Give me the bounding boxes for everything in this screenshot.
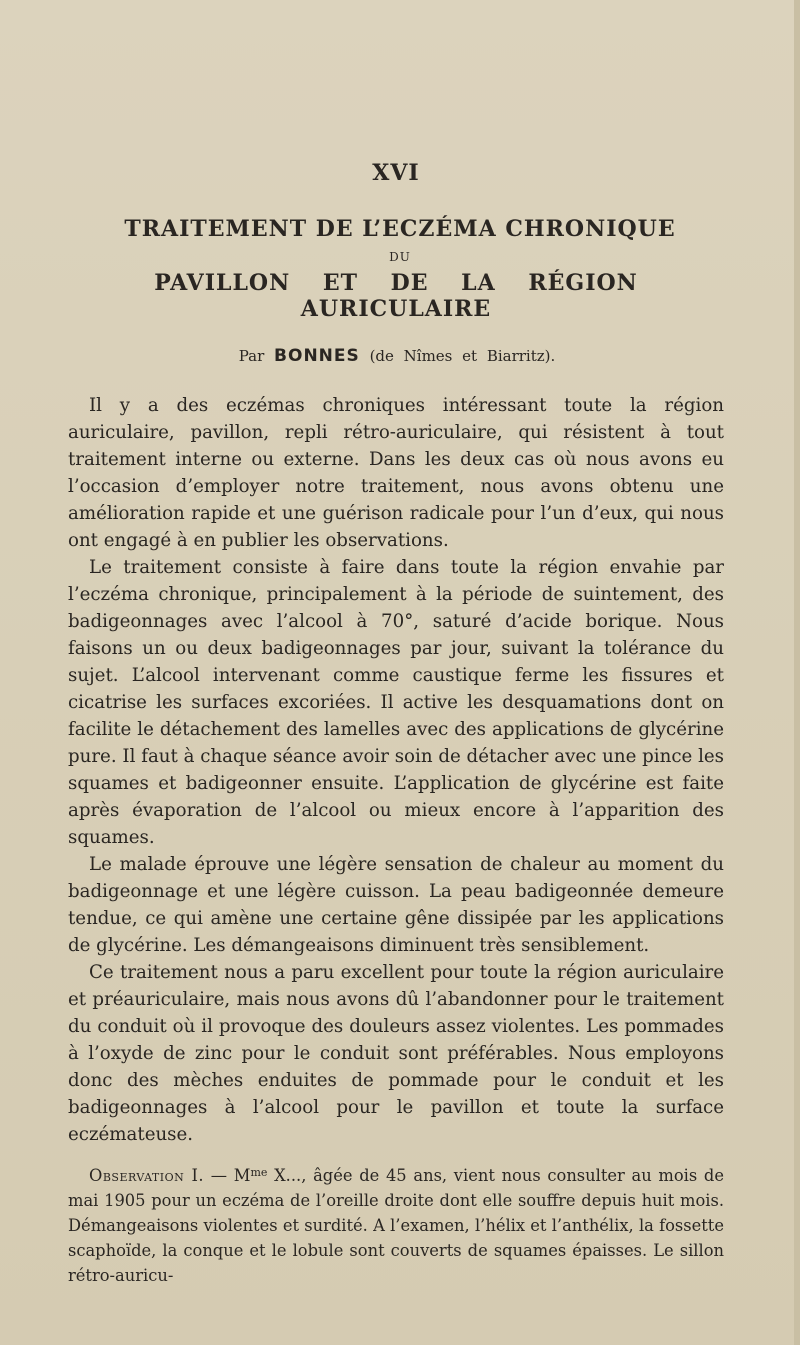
title-line-1: TRAITEMENT DE L’ECZÉMA CHRONIQUE — [124, 216, 676, 242]
paragraph-4: Ce traitement nous a paru excellent pour toute la région auriculaire et préauriculaire, mais nous avons dû l’abandonner pour le traitement du conduit où il provoque des douleurs assez violentes. Les pommades à l’oxyde de zinc pour le conduit sont préférables. Nous employons donc des mèches enduites de pommade pour le conduit et les badigeonnages à l’alcool pour le pavillon et toute la surface eczémateuse. — [68, 962, 724, 1145]
observation-dash: — — [204, 1166, 234, 1185]
title-connector: DU — [389, 250, 411, 264]
observation-title: M — [233, 1166, 251, 1185]
title-line-2: PAVILLON ET DE LA RÉGION AURICULAIRE — [154, 270, 638, 322]
paragraph-1: Il y a des eczémas chroniques intéressant toute la région auriculaire, pavillon, repli rétro-auriculaire, qui résistent à tout traitement interne ou externe. Dans les deux cas où nous avons eu l’occasion d’employer notre traitement, nous avons obtenu une amélioration rapide et une guérison radicale pour l’un d’eux, qui nous ont engagé à en publier les observations. — [68, 395, 724, 551]
observation-title-sup: me — [250, 1166, 268, 1179]
observation-label: Observation I. — [89, 1166, 205, 1185]
chapter-number: XVI — [372, 160, 420, 186]
byline — [68, 346, 724, 366]
author-name: BONNES — [274, 346, 360, 366]
paragraph-2: Le traitement consiste à faire dans toute la région envahie par l’eczéma chronique, principalement à la période de suintement, des badigeonnages avec l’alcool à 70°, saturé d’acide borique. Nous faisons un ou deux badigeonnages par jour, suivant la tolérance du sujet. L’alcool intervenant comme caustique ferme les fissures et cicatrise les surfaces excoriées. Il active les desquamations dont on facilite le détachement des lamelles avec des applications de glycérine pure. Il faut à chaque séance avoir soin de détacher avec une pince les squames et badigeonner ensuite. L’application de glycérine est faite après évaporation de l’alcool ou mieux encore à l’apparition des squames. — [68, 557, 724, 848]
observation-text: X..., âgée de 45 ans, vient nous consulter au mois de mai 1905 pour un eczéma de l’oreille droite dont elle souffre depuis huit mois. Démangeaisons violentes et surdité. A l’examen, l’hélix et l’anthélix, la fossette scaphoïde, la conque et le lobule sont couverts de squames épaisses. Le sillon rétro-auricu- — [68, 1166, 724, 1285]
byline-prefix: Par — [238, 347, 265, 365]
page-edge — [794, 0, 800, 1345]
paragraph-3: Le malade éprouve une légère sensation de chaleur au moment du badigeonnage et une légère cuisson. La peau badigeonnée demeure tendue, ce qui amène une certaine gêne dissipée par les applications de glycérine. Les démangeaisons diminuent très sensiblement. — [68, 854, 724, 956]
page-content — [68, 160, 724, 1288]
observation-paragraph — [68, 1160, 724, 1288]
author-affiliation: (de Nîmes et Biarritz). — [369, 347, 556, 365]
